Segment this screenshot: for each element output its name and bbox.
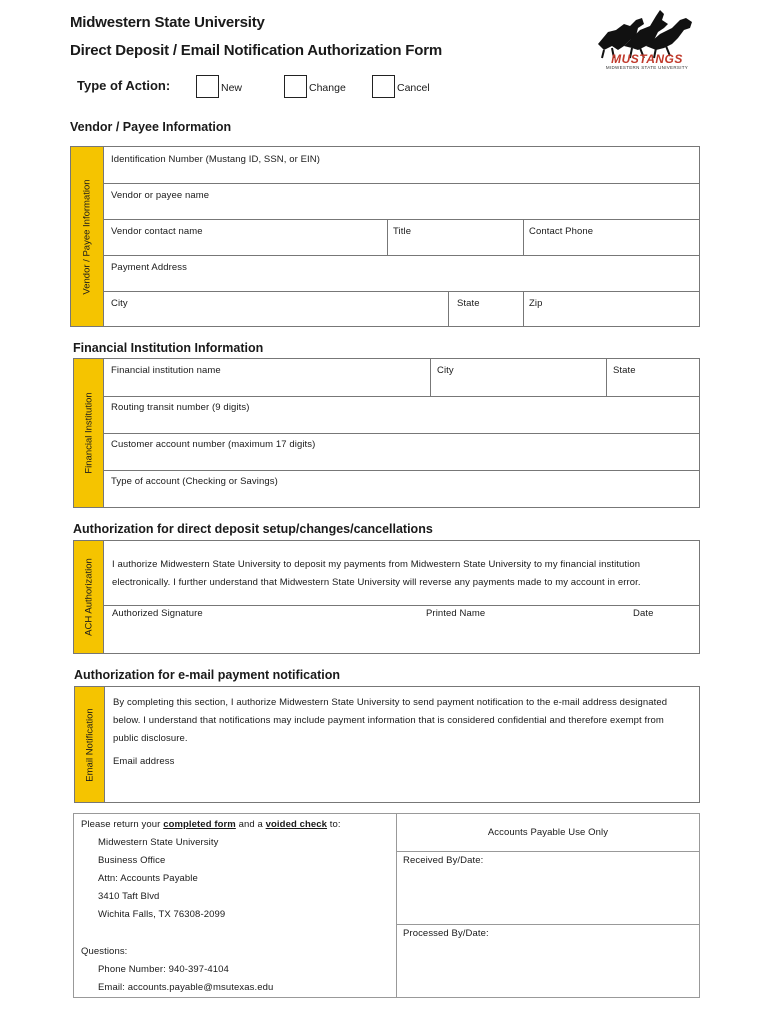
contact-name-field[interactable]: Vendor contact name	[111, 226, 203, 237]
ach-panel	[73, 540, 700, 654]
account-number-field[interactable]: Customer account number (maximum 17 digits)	[111, 439, 316, 450]
institution-city-field[interactable]: City	[437, 365, 454, 376]
financial-side-label: Financial Institution	[74, 359, 104, 507]
vendor-side-label: Vendor / Payee Information	[71, 147, 104, 326]
payment-address-field[interactable]: Payment Address	[111, 262, 187, 273]
phone-number: Phone Number: 940-397-4104	[98, 964, 229, 975]
email-section-title: Authorization for e-mail payment notification	[74, 668, 340, 682]
address-line: Attn: Accounts Payable	[98, 873, 198, 884]
ach-text-line1: I authorize Midwestern State University to deposit my payments from Midwestern State University to my financial institution	[112, 559, 641, 570]
account-type-field[interactable]: Type of account (Checking or Savings)	[111, 476, 278, 487]
routing-number-field[interactable]: Routing transit number (9 digits)	[111, 402, 250, 413]
questions-label: Questions:	[81, 946, 128, 957]
type-of-action-label: Type of Action:	[77, 78, 171, 93]
ach-text-line2: electronically. I further understand that Midwestern State University will reverse any payments made to my account in error.	[112, 577, 641, 588]
signature-field[interactable]: Authorized Signature	[112, 608, 203, 619]
return-panel	[73, 813, 700, 998]
logo-wordmark: MUSTANGS	[611, 52, 683, 66]
return-instructions: Please return your completed form and a voided check to:	[81, 819, 341, 830]
form-title: Direct Deposit / Email Notification Authorization Form	[70, 42, 443, 59]
title-field[interactable]: Title	[393, 226, 412, 237]
email-side-label: Email Notification	[75, 687, 105, 802]
vendor-section-title: Vendor / Payee Information	[70, 120, 232, 134]
financial-section-title: Financial Institution Information	[73, 341, 264, 355]
id-number-field[interactable]: Identification Number (Mustang ID, SSN, or EIN)	[111, 154, 321, 165]
email-text-line1: By completing this section, I authorize Midwestern State University to send payment notification to the e-mail address designated	[113, 697, 668, 708]
printed-name-field[interactable]: Printed Name	[426, 608, 486, 619]
financial-panel	[73, 358, 700, 508]
change-label: Change	[309, 82, 346, 94]
address-line: Midwestern State University	[98, 837, 219, 848]
email-panel	[74, 686, 700, 803]
vendor-city-field[interactable]: City	[111, 298, 128, 309]
email-address-field[interactable]: Email address	[113, 756, 175, 767]
institution-name-field[interactable]: Financial institution name	[111, 365, 221, 376]
ach-section-title: Authorization for direct deposit setup/changes/cancellations	[73, 522, 433, 536]
address-line: Wichita Falls, TX 76308-2099	[98, 909, 226, 920]
address-line: Business Office	[98, 855, 166, 866]
cancel-checkbox[interactable]	[372, 75, 395, 98]
ach-date-field[interactable]: Date	[633, 608, 654, 619]
new-checkbox[interactable]	[196, 75, 219, 98]
mustangs-logo	[594, 6, 700, 72]
vendor-state-field[interactable]: State	[457, 298, 480, 309]
processed-by-field[interactable]: Processed By/Date:	[403, 928, 489, 939]
email-text-line3: public disclosure.	[113, 733, 188, 744]
institution-state-field[interactable]: State	[613, 365, 636, 376]
ach-side-label: ACH Authorization	[74, 541, 104, 653]
address-line: 3410 Taft Blvd	[98, 891, 160, 902]
payee-name-field[interactable]: Vendor or payee name	[111, 190, 210, 201]
vendor-panel	[70, 146, 700, 327]
logo-subtitle: MIDWESTERN STATE UNIVERSITY	[605, 65, 689, 70]
change-checkbox[interactable]	[284, 75, 307, 98]
ap-use-only-title: Accounts Payable Use Only	[487, 827, 609, 838]
received-by-field[interactable]: Received By/Date:	[403, 855, 484, 866]
new-label: New	[221, 82, 243, 94]
contact-email-link[interactable]: Email: accounts.payable@msutexas.edu	[98, 982, 274, 993]
cancel-label: Cancel	[397, 82, 430, 94]
zip-field[interactable]: Zip	[529, 298, 543, 309]
contact-phone-field[interactable]: Contact Phone	[529, 226, 594, 237]
email-text-line2: below. I understand that notifications may include payment information that is considered confidential and therefore exempt from	[113, 715, 664, 726]
voided-check-text: voided check	[265, 819, 328, 830]
completed-form-text: completed form	[163, 819, 236, 830]
university-name: Midwestern State University	[70, 14, 265, 31]
